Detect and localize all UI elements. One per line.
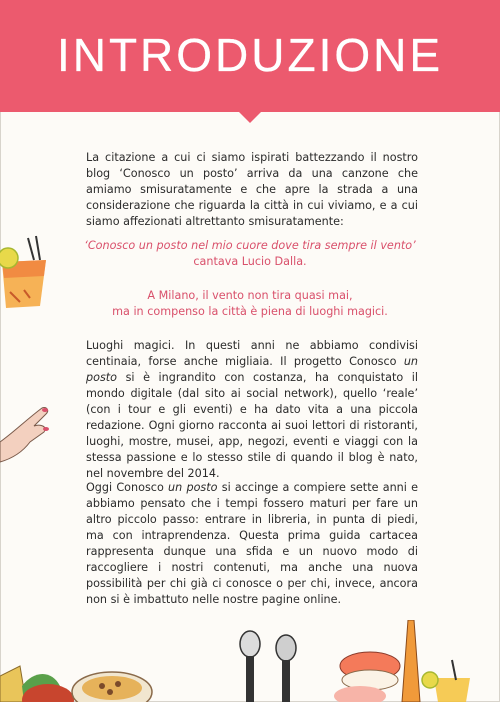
- paragraph2-italic: un posto: [86, 355, 418, 384]
- paragraph3-part1: Oggi Conosco: [86, 481, 169, 494]
- paragraph-oggi: [86, 480, 418, 608]
- paragraph2-part2: si è ingrandito con costanza, ha conquistato il mondo digitale (dal sito ai social network), quello ‘reale’ (con i tour e gli eventi) e ha dato vita a una piccola redazione. Ogni giorno racconta ai suoi lettori di ristoranti, luoghi, mostre, musei, app, negozi, eventi e viaggi con la stessa passione e lo stesso stile di quando il blog è nato, nel novembre del 2014.: [86, 371, 418, 480]
- header-notch: [238, 111, 262, 123]
- quote-milano: [60, 288, 440, 320]
- page-title: INTRODUZIONE: [56, 29, 444, 81]
- food-illustration-left: [0, 636, 160, 702]
- quote-dalla-line2: cantava Lucio Dalla.: [193, 255, 307, 268]
- hand-illustration: [0, 402, 60, 472]
- quote-milano-line1: A Milano, il vento non tira quasi mai,: [147, 289, 353, 302]
- header-banner: [0, 0, 500, 112]
- paragraph3-italic: un posto: [168, 481, 218, 494]
- cocktail-illustration: [0, 232, 60, 312]
- sushi-illustration: [330, 620, 500, 702]
- paragraph-luoghi-magici: [86, 338, 418, 482]
- paragraph3-part2: si accinge a compiere sette anni e abbiamo pensato che i tempi fossero maturi per fare un altro piccolo passo: entrare in libreria, in punta di piedi, ma con intraprendenza. Questa prima guida cartacea rappresenta dunque una sfida e un nuovo modo di raccogliere i nostri contenuti, ma anche una nuova possibilità per chi già ci conosce o per chi, invece, ancora non si è imbattuto nelle nostre pagine online.: [86, 481, 418, 606]
- quote-dalla: [60, 238, 440, 270]
- microphones-illustration: [230, 628, 310, 702]
- quote-dalla-line1: ‘Conosco un posto nel mio cuore dove tira sempre il vento’: [84, 239, 416, 252]
- paragraph-intro: La citazione a cui ci siamo ispirati battezzando il nostro blog ‘Conosco un posto’ arriva da una canzone che amiamo smisuratamente e che apre la strada a una considerazione che riguarda la città in cui viviamo, e a cui siamo affezionati altrettanto smisuratamente:: [86, 151, 418, 228]
- paragraph2-part1: Luoghi magici. In questi anni ne abbiamo condivisi centinaia, forse anche migliaia. Il progetto Conosco: [86, 339, 418, 368]
- quote-milano-line2: ma in compenso la città è piena di luoghi magici.: [112, 305, 388, 318]
